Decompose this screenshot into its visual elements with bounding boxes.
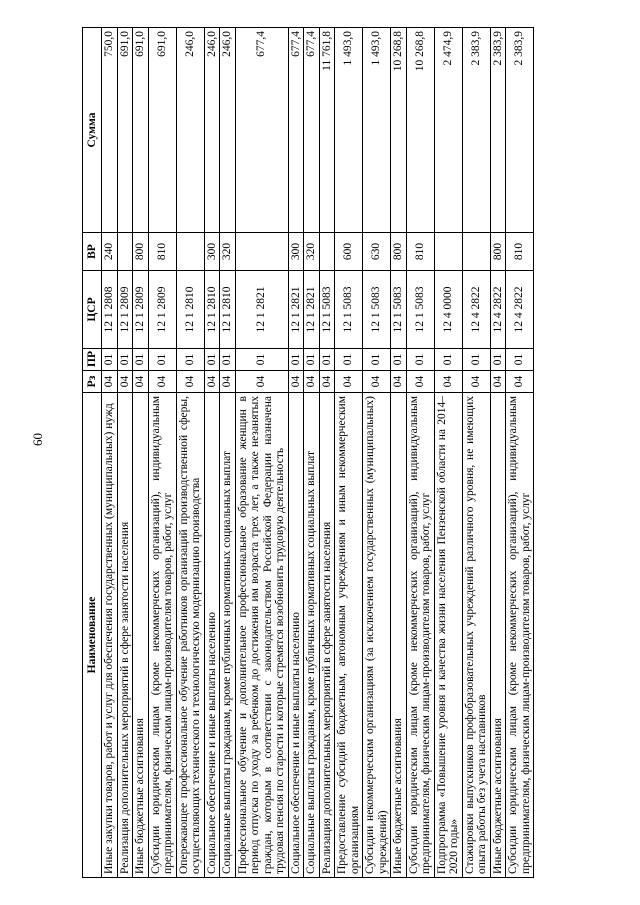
row-sum-cell: 691,0 <box>133 28 149 233</box>
row-vr-cell <box>319 233 335 271</box>
row-vr-cell: 810 <box>148 233 176 271</box>
row-vr-cell: 300 <box>204 233 220 271</box>
row-sum-cell: 246,0 <box>176 28 204 233</box>
row-name-cell: Социальное обеспечение и иные выплаты населению <box>204 393 220 878</box>
row-rz-cell: 04 <box>434 371 462 393</box>
table-row <box>490 28 506 878</box>
table-row <box>220 28 236 878</box>
row-rz-cell: 04 <box>319 371 335 393</box>
table-row <box>204 28 220 878</box>
row-sum-cell: 1 493,0 <box>363 28 391 233</box>
row-rz-cell: 04 <box>506 371 534 393</box>
row-pr-cell: 01 <box>434 349 462 371</box>
row-vr-cell <box>434 233 462 271</box>
row-vr-cell: 810 <box>506 233 534 271</box>
row-pr-cell: 01 <box>406 349 434 371</box>
table-row <box>176 28 204 878</box>
row-sum-cell: 2 474,9 <box>434 28 462 233</box>
row-rz-cell: 04 <box>133 371 149 393</box>
row-sum-cell: 2 383,9 <box>462 28 490 233</box>
header-rz: Рз <box>83 371 102 393</box>
row-rz-cell: 04 <box>102 371 118 393</box>
row-name-cell: Реализация дополнительных мероприятий в сфере занятости населения <box>319 393 335 878</box>
row-name-cell: Предоставление субсидий бюджетным, автономным учреждениям и иным некоммерческим организациям <box>335 393 363 878</box>
row-rz-cell: 04 <box>176 371 204 393</box>
row-sum-cell: 677,4 <box>235 28 288 233</box>
row-vr-cell: 630 <box>363 233 391 271</box>
row-csr-cell: 12 1 5083 <box>319 271 335 349</box>
row-pr-cell: 01 <box>304 349 320 371</box>
row-name-cell: Социальное обеспечение и иные выплаты населению <box>288 393 304 878</box>
table-row <box>406 28 434 878</box>
table-row <box>462 28 490 878</box>
row-csr-cell: 12 1 5083 <box>363 271 391 349</box>
row-vr-cell <box>462 233 490 271</box>
row-sum-cell: 10 268,8 <box>406 28 434 233</box>
row-vr-cell: 810 <box>406 233 434 271</box>
row-name-cell: Стажировки выпускников профобразовательных учреждений различного уровня, не имеющих опыта работы без учета наставников <box>462 393 490 878</box>
row-vr-cell: 320 <box>304 233 320 271</box>
row-sum-cell: 246,0 <box>220 28 236 233</box>
row-pr-cell: 01 <box>204 349 220 371</box>
row-csr-cell: 12 1 2821 <box>288 271 304 349</box>
row-rz-cell: 04 <box>204 371 220 393</box>
table-row <box>363 28 391 878</box>
row-sum-cell: 246,0 <box>204 28 220 233</box>
row-csr-cell: 12 1 2808 <box>102 271 118 349</box>
row-csr-cell: 12 1 5083 <box>335 271 363 349</box>
table-row <box>335 28 363 878</box>
table-row <box>148 28 176 878</box>
header-sum: Сумма <box>83 28 102 233</box>
row-sum-cell: 2 383,9 <box>506 28 534 233</box>
budget-table <box>82 27 534 878</box>
row-vr-cell <box>176 233 204 271</box>
row-pr-cell: 01 <box>506 349 534 371</box>
row-pr-cell: 01 <box>235 349 288 371</box>
row-name-cell: Иные бюджетные ассигнования <box>490 393 506 878</box>
row-name-cell: Иные бюджетные ассигнования <box>391 393 407 878</box>
row-name-cell: Субсидии юридическим лицам (кроме некоммерческих организаций), индивидуальным предпринимателям, физическим лицам-производителям товаров, работ, услуг <box>148 393 176 878</box>
row-pr-cell: 01 <box>288 349 304 371</box>
row-pr-cell: 01 <box>335 349 363 371</box>
row-rz-cell: 04 <box>288 371 304 393</box>
row-pr-cell: 01 <box>220 349 236 371</box>
table-row <box>102 28 118 878</box>
row-rz-cell: 04 <box>490 371 506 393</box>
table-row <box>506 28 534 878</box>
row-pr-cell: 01 <box>363 349 391 371</box>
row-csr-cell: 12 1 2809 <box>117 271 133 349</box>
row-csr-cell: 12 1 2810 <box>220 271 236 349</box>
table-row <box>117 28 133 878</box>
header-csr: ЦСР <box>83 271 102 349</box>
table-row <box>391 28 407 878</box>
row-vr-cell: 300 <box>288 233 304 271</box>
row-pr-cell: 01 <box>148 349 176 371</box>
page-number: 60 <box>30 433 45 446</box>
row-csr-cell: 12 1 5083 <box>391 271 407 349</box>
row-vr-cell <box>117 233 133 271</box>
row-rz-cell: 04 <box>148 371 176 393</box>
row-vr-cell: 600 <box>335 233 363 271</box>
rotated-page-content <box>82 28 622 878</box>
table-header-row <box>83 28 102 878</box>
table-row <box>235 28 288 878</box>
row-rz-cell: 04 <box>335 371 363 393</box>
row-csr-cell: 12 1 2809 <box>133 271 149 349</box>
row-csr-cell: 12 1 2821 <box>304 271 320 349</box>
row-pr-cell: 01 <box>102 349 118 371</box>
row-pr-cell: 01 <box>133 349 149 371</box>
row-pr-cell: 01 <box>391 349 407 371</box>
header-vr: ВР <box>83 233 102 271</box>
row-sum-cell: 677,4 <box>288 28 304 233</box>
row-name-cell: Опережающее профессиональное обучение работников организаций производственной сферы, осуществляющих технического и технологическую модернизацию производства <box>176 393 204 878</box>
row-csr-cell: 12 1 2810 <box>204 271 220 349</box>
row-name-cell: Субсидии юридическим лицам (кроме некоммерческих организаций), индивидуальным предпринимателям, физическим лицам-производителям товаров, работ, услуг <box>406 393 434 878</box>
row-csr-cell: 12 4 2822 <box>490 271 506 349</box>
row-name-cell: Профессиональное обучение и дополнительное профессиональное образование женщин в период отпуска по уходу за ребенком до достижения им возраста трех лет, а также незанятых граждан, которым в соответствии с законодательством Российской Федерации назначена трудовая пенсия по старости и которые стремятся возобновить трудовую деятельность <box>235 393 288 878</box>
row-sum-cell: 11 761,8 <box>319 28 335 233</box>
row-vr-cell: 240 <box>102 233 118 271</box>
row-csr-cell: 12 1 2809 <box>148 271 176 349</box>
row-name-cell: Реализация дополнительных мероприятий в сфере занятости населения <box>117 393 133 878</box>
row-csr-cell: 12 4 2822 <box>462 271 490 349</box>
row-rz-cell: 04 <box>220 371 236 393</box>
row-sum-cell: 1 493,0 <box>335 28 363 233</box>
row-name-cell: Социальные выплаты гражданам, кроме публичных нормативных социальных выплат <box>220 393 236 878</box>
row-rz-cell: 04 <box>391 371 407 393</box>
row-csr-cell: 12 4 2822 <box>506 271 534 349</box>
row-csr-cell: 12 1 2821 <box>235 271 288 349</box>
row-name-cell: Иные бюджетные ассигнования <box>133 393 149 878</box>
row-rz-cell: 04 <box>363 371 391 393</box>
table-row <box>133 28 149 878</box>
table-row <box>434 28 462 878</box>
row-csr-cell: 12 4 0000 <box>434 271 462 349</box>
row-rz-cell: 04 <box>235 371 288 393</box>
row-pr-cell: 01 <box>490 349 506 371</box>
row-pr-cell: 01 <box>462 349 490 371</box>
row-pr-cell: 01 <box>176 349 204 371</box>
row-csr-cell: 12 1 5083 <box>406 271 434 349</box>
row-pr-cell: 01 <box>117 349 133 371</box>
row-name-cell: Иные закупки товаров, работ и услуг для обеспечения государственных (муниципальных) нужд <box>102 393 118 878</box>
row-sum-cell: 691,0 <box>148 28 176 233</box>
row-sum-cell: 10 268,8 <box>391 28 407 233</box>
header-name: Наименование <box>83 393 102 878</box>
row-name-cell: Субсидии юридическим лицам (кроме некоммерческих организаций), индивидуальным предпринимателям, физическим лицам-производителям товаров, работ, услуг <box>506 393 534 878</box>
row-sum-cell: 691,0 <box>117 28 133 233</box>
row-vr-cell: 800 <box>490 233 506 271</box>
table-row <box>319 28 335 878</box>
row-name-cell: Субсидии некоммерческим организациям (за исключением государственных (муниципальных) учреждений) <box>363 393 391 878</box>
row-sum-cell: 2 383,9 <box>490 28 506 233</box>
row-csr-cell: 12 1 2810 <box>176 271 204 349</box>
table-row <box>304 28 320 878</box>
row-rz-cell: 04 <box>117 371 133 393</box>
table-row <box>288 28 304 878</box>
row-rz-cell: 04 <box>304 371 320 393</box>
table-body <box>102 28 534 878</box>
row-name-cell: Подпрограмма «Повышение уровня и качества жизни населения Пензенской области на 2014–2020 годы» <box>434 393 462 878</box>
row-vr-cell: 320 <box>220 233 236 271</box>
row-vr-cell <box>235 233 288 271</box>
row-vr-cell: 800 <box>391 233 407 271</box>
row-name-cell: Социальные выплаты гражданам, кроме публичных нормативных социальных выплат <box>304 393 320 878</box>
row-rz-cell: 04 <box>462 371 490 393</box>
header-pr: ПР <box>83 349 102 371</box>
row-sum-cell: 677,4 <box>304 28 320 233</box>
row-sum-cell: 750,0 <box>102 28 118 233</box>
row-rz-cell: 04 <box>406 371 434 393</box>
row-vr-cell: 800 <box>133 233 149 271</box>
row-pr-cell: 01 <box>319 349 335 371</box>
